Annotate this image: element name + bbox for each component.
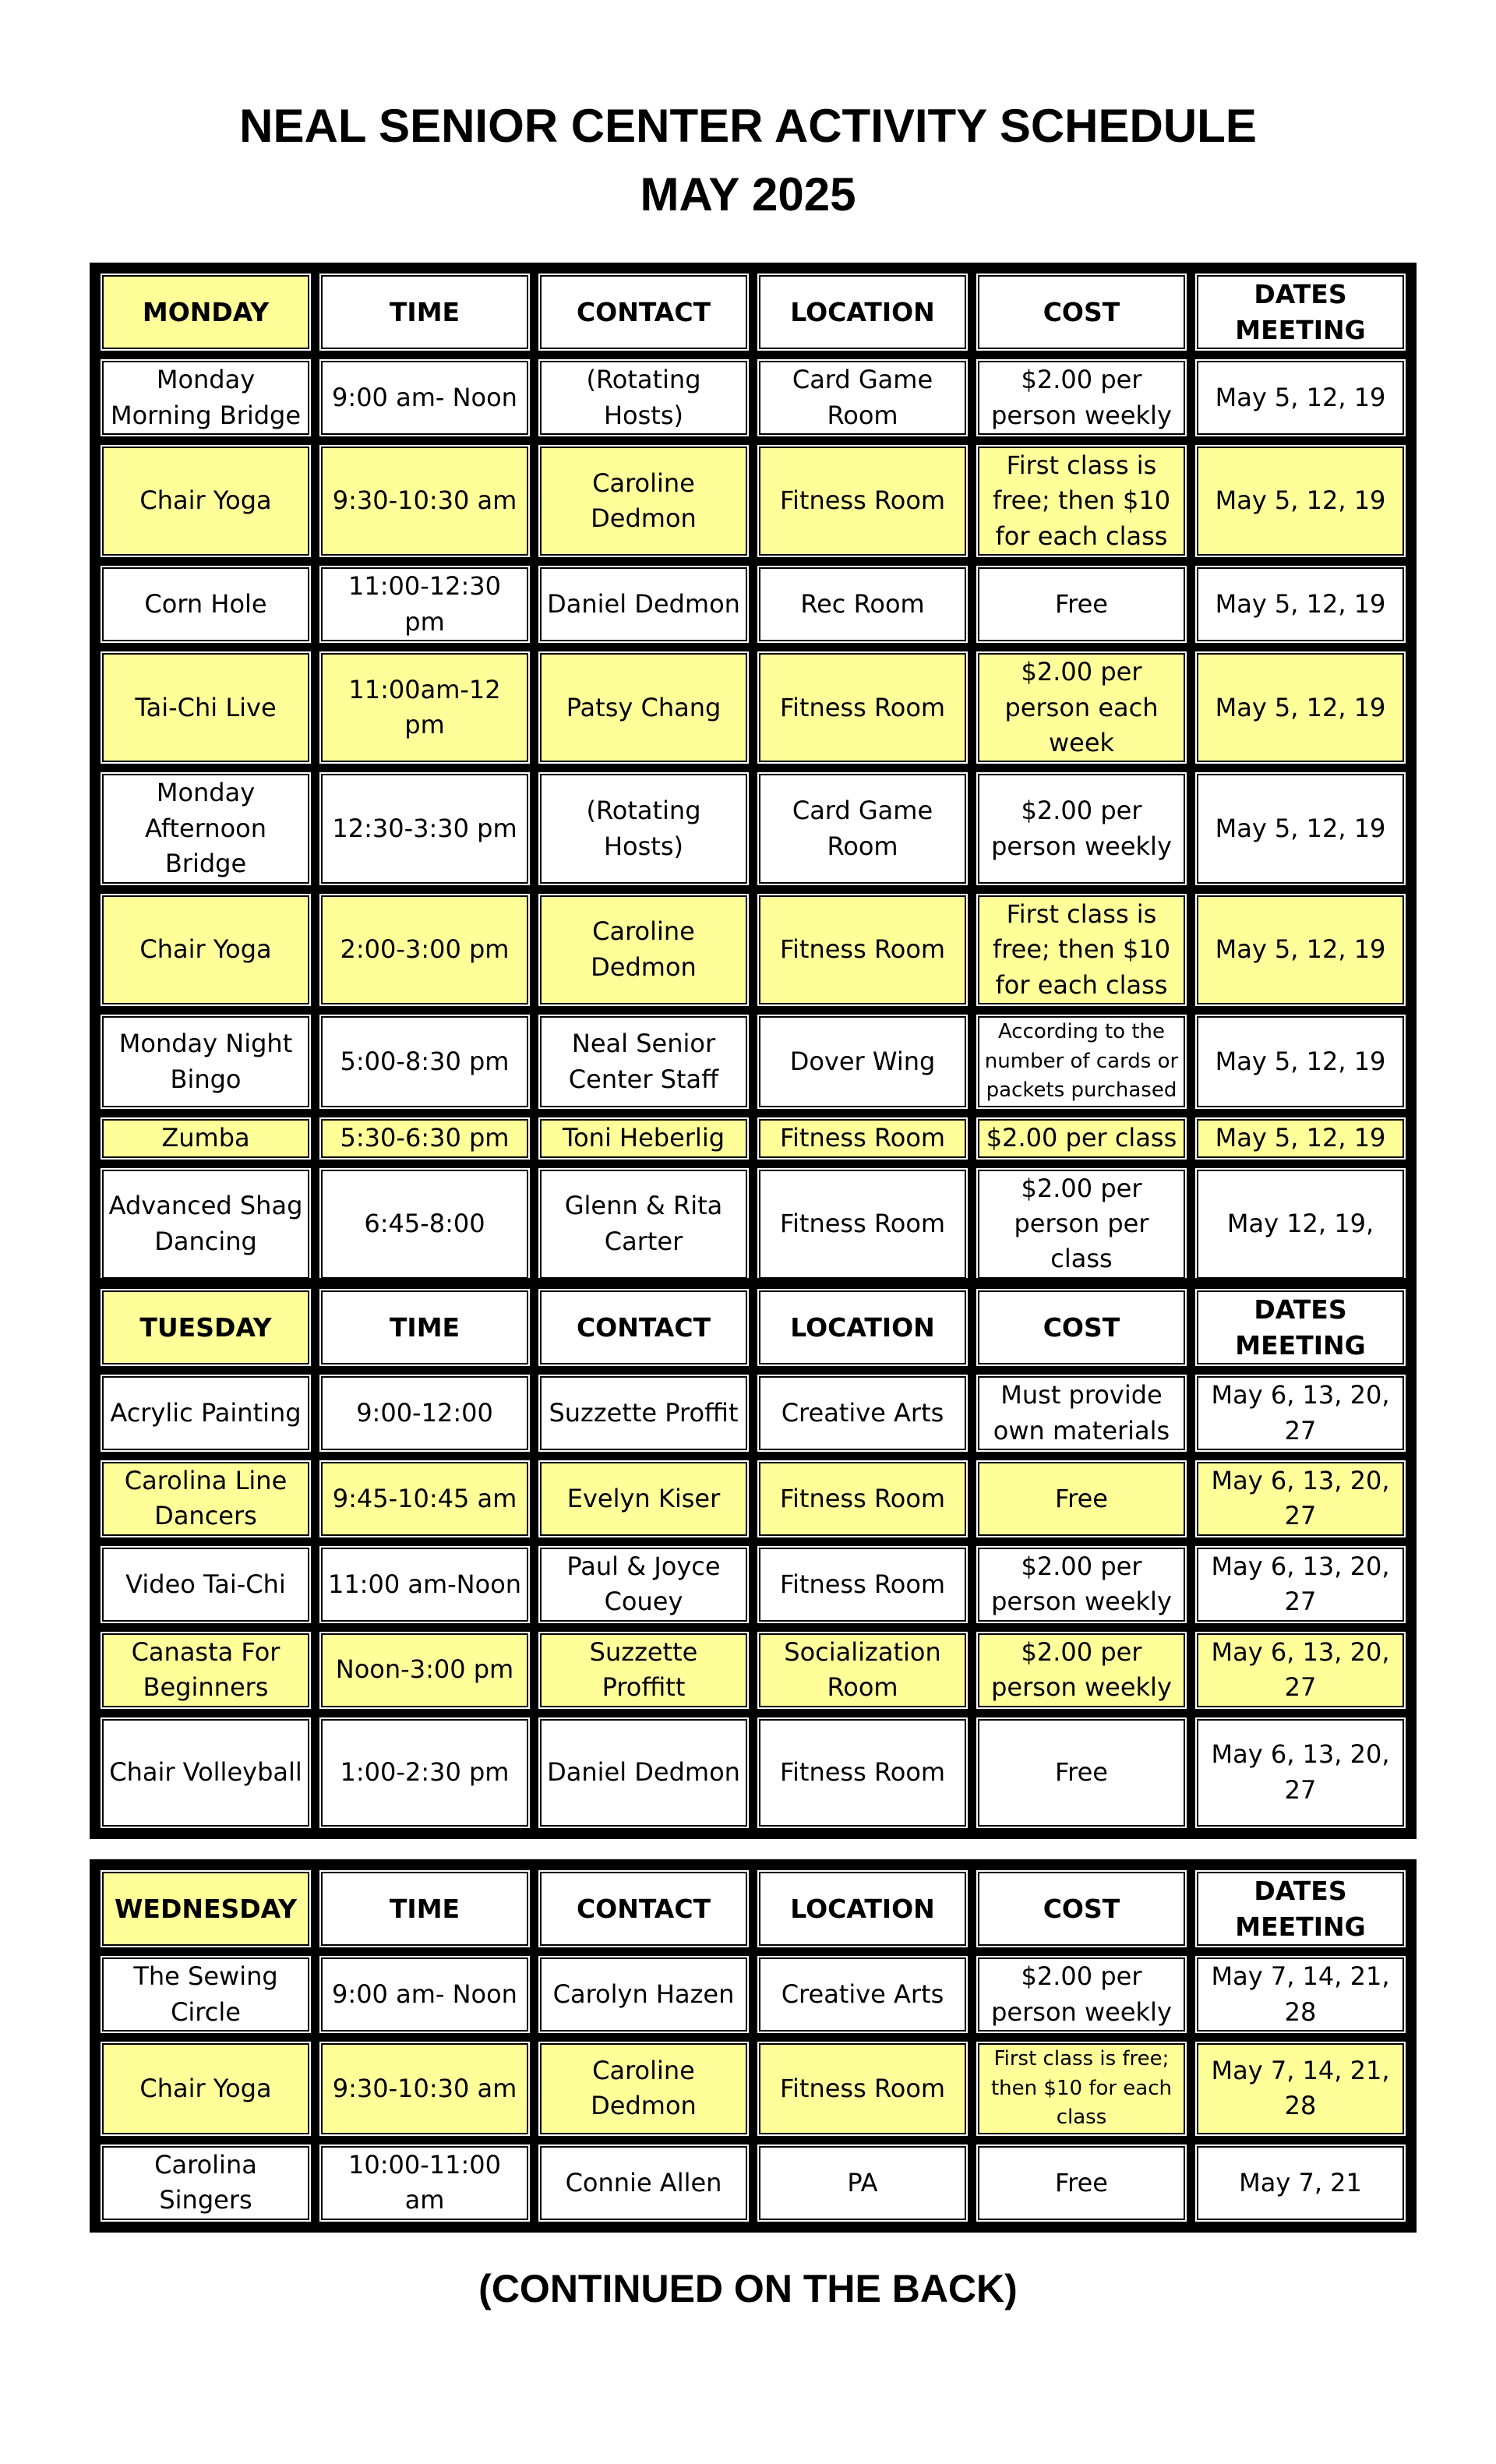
dates-cell: May 5, 12, 19	[1193, 563, 1408, 645]
location-cell: Fitness Room	[755, 1166, 970, 1283]
contact-cell: Daniel Dedmon	[536, 1715, 751, 1830]
location-cell: Fitness Room	[755, 1115, 970, 1161]
time-cell: 5:00-8:30 pm	[317, 1012, 532, 1111]
time-cell: 11:00am-12 pm	[317, 649, 532, 766]
activity-cell: Chair Yoga	[98, 891, 313, 1008]
activity-cell: Corn Hole	[98, 563, 313, 645]
activity-cell: Acrylic Painting	[98, 1372, 313, 1454]
cost-cell: Free	[974, 2142, 1189, 2224]
cost-cell: First class is free; then $10 for each class	[974, 2039, 1189, 2138]
dates-header: DATES MEETING	[1193, 1287, 1408, 1368]
location-header: LOCATION	[755, 1287, 970, 1368]
location-cell: Creative Arts	[755, 1372, 970, 1454]
tuesday-schedule-table	[90, 1278, 1417, 1839]
cost-cell: Must provide own materials	[974, 1372, 1189, 1454]
dates-cell: May 6, 13, 20, 27	[1193, 1715, 1408, 1830]
dates-cell: May 12, 19,	[1193, 1166, 1408, 1283]
table-row	[98, 2142, 1408, 2224]
dates-cell: May 5, 12, 19	[1193, 443, 1408, 560]
table-header-row	[98, 271, 1408, 353]
time-cell: 10:00-11:00 am	[317, 2142, 532, 2224]
location-cell: Fitness Room	[755, 443, 970, 560]
time-cell: 5:30-6:30 pm	[317, 1115, 532, 1161]
cost-cell: First class is free; then $10 for each class	[974, 443, 1189, 560]
contact-cell: Caroline Dedmon	[536, 891, 751, 1008]
dates-cell: May 6, 13, 20, 27	[1193, 1544, 1408, 1626]
contact-cell: Toni Heberlig	[536, 1115, 751, 1161]
cost-cell: $2.00 per person weekly	[974, 1629, 1189, 1711]
location-header: LOCATION	[755, 271, 970, 353]
table-row	[98, 1115, 1408, 1161]
continued-note: (CONTINUED ON THE BACK)	[478, 2267, 1018, 2310]
dates-cell: May 5, 12, 19	[1193, 1115, 1408, 1161]
table-row	[98, 649, 1408, 766]
page-title-line-1: NEAL SENIOR CENTER ACTIVITY SCHEDULE	[239, 100, 1257, 152]
table-row	[98, 1629, 1408, 1711]
contact-cell: Patsy Chang	[536, 649, 751, 766]
contact-cell: Carolyn Hazen	[536, 1954, 751, 2035]
dates-cell: May 5, 12, 19	[1193, 891, 1408, 1008]
time-cell: 11:00 am-Noon	[317, 1544, 532, 1626]
table-row	[98, 1372, 1408, 1454]
dates-cell: May 5, 12, 19	[1193, 357, 1408, 439]
time-cell: 9:00 am- Noon	[317, 357, 532, 439]
contact-header: CONTACT	[536, 1868, 751, 1950]
table-row	[98, 1012, 1408, 1111]
day-header: TUESDAY	[98, 1287, 313, 1368]
contact-cell: Caroline Dedmon	[536, 443, 751, 560]
dates-cell: May 7, 14, 21, 28	[1193, 1954, 1408, 2035]
location-cell: Fitness Room	[755, 1458, 970, 1540]
activity-cell: Chair Yoga	[98, 2039, 313, 2138]
cost-header: COST	[974, 1287, 1189, 1368]
location-cell: Fitness Room	[755, 2039, 970, 2138]
contact-cell: Caroline Dedmon	[536, 2039, 751, 2138]
contact-cell: Glenn & Rita Carter	[536, 1166, 751, 1283]
cost-cell: $2.00 per person per class	[974, 1166, 1189, 1283]
activity-cell: Carolina Line Dancers	[98, 1458, 313, 1540]
contact-cell: (Rotating Hosts)	[536, 357, 751, 439]
location-cell: Socialization Room	[755, 1629, 970, 1711]
dates-header: DATES MEETING	[1193, 1868, 1408, 1950]
cost-cell: $2.00 per person weekly	[974, 357, 1189, 439]
dates-cell: May 7, 14, 21, 28	[1193, 2039, 1408, 2138]
dates-cell: May 7, 21	[1193, 2142, 1408, 2224]
time-cell: 1:00-2:30 pm	[317, 1715, 532, 1830]
contact-cell: Evelyn Kiser	[536, 1458, 751, 1540]
page-title-line-2: MAY 2025	[640, 168, 856, 221]
cost-header: COST	[974, 271, 1189, 353]
activity-cell: The Sewing Circle	[98, 1954, 313, 2035]
contact-cell: Connie Allen	[536, 2142, 751, 2224]
time-cell: 11:00-12:30 pm	[317, 563, 532, 645]
dates-cell: May 5, 12, 19	[1193, 1012, 1408, 1111]
table-row	[98, 1544, 1408, 1626]
activity-cell: Chair Yoga	[98, 443, 313, 560]
time-header: TIME	[317, 1868, 532, 1950]
activity-cell: Canasta For Beginners	[98, 1629, 313, 1711]
location-header: LOCATION	[755, 1868, 970, 1950]
dates-cell: May 6, 13, 20, 27	[1193, 1629, 1408, 1711]
cost-cell: $2.00 per person each week	[974, 649, 1189, 766]
cost-cell: Free	[974, 1715, 1189, 1830]
activity-cell: Zumba	[98, 1115, 313, 1161]
cost-cell: $2.00 per person weekly	[974, 1954, 1189, 2035]
location-cell: Rec Room	[755, 563, 970, 645]
location-cell: Fitness Room	[755, 1715, 970, 1830]
time-cell: 9:00-12:00	[317, 1372, 532, 1454]
table-row	[98, 2039, 1408, 2138]
day-header: MONDAY	[98, 271, 313, 353]
activity-cell: Monday Night Bingo	[98, 1012, 313, 1111]
dates-header: DATES MEETING	[1193, 271, 1408, 353]
cost-cell: First class is free; then $10 for each class	[974, 891, 1189, 1008]
contact-cell: Paul & Joyce Couey	[536, 1544, 751, 1626]
monday-schedule-table	[90, 263, 1417, 1291]
day-header: WEDNESDAY	[98, 1868, 313, 1950]
location-cell: Creative Arts	[755, 1954, 970, 2035]
time-header: TIME	[317, 1287, 532, 1368]
cost-cell: According to the number of cards or packets purchased	[974, 1012, 1189, 1111]
table-header-row	[98, 1287, 1408, 1368]
time-cell: 9:30-10:30 am	[317, 2039, 532, 2138]
activity-cell: Chair Volleyball	[98, 1715, 313, 1830]
dates-cell: May 6, 13, 20, 27	[1193, 1372, 1408, 1454]
activity-cell: Carolina Singers	[98, 2142, 313, 2224]
cost-header: COST	[974, 1868, 1189, 1950]
dates-cell: May 5, 12, 19	[1193, 770, 1408, 887]
contact-cell: Neal Senior Center Staff	[536, 1012, 751, 1111]
cost-cell: $2.00 per person weekly	[974, 1544, 1189, 1626]
location-cell: PA	[755, 2142, 970, 2224]
cost-cell: $2.00 per class	[974, 1115, 1189, 1161]
contact-cell: Daniel Dedmon	[536, 563, 751, 645]
activity-cell: Video Tai-Chi	[98, 1544, 313, 1626]
activity-cell: Tai-Chi Live	[98, 649, 313, 766]
table-row	[98, 770, 1408, 887]
activity-cell: Advanced Shag Dancing	[98, 1166, 313, 1283]
location-cell: Fitness Room	[755, 891, 970, 1008]
cost-cell: $2.00 per person weekly	[974, 770, 1189, 887]
contact-cell: Suzzette Proffitt	[536, 1629, 751, 1711]
location-cell: Fitness Room	[755, 649, 970, 766]
location-cell: Dover Wing	[755, 1012, 970, 1111]
time-header: TIME	[317, 271, 532, 353]
table-row	[98, 891, 1408, 1008]
table-row	[98, 1166, 1408, 1283]
time-cell: 9:45-10:45 am	[317, 1458, 532, 1540]
cost-cell: Free	[974, 563, 1189, 645]
location-cell: Fitness Room	[755, 1544, 970, 1626]
contact-header: CONTACT	[536, 271, 751, 353]
time-cell: 2:00-3:00 pm	[317, 891, 532, 1008]
table-row	[98, 563, 1408, 645]
time-cell: Noon-3:00 pm	[317, 1629, 532, 1711]
table-row	[98, 357, 1408, 439]
activity-cell: Monday Morning Bridge	[98, 357, 313, 439]
location-cell: Card Game Room	[755, 357, 970, 439]
table-row	[98, 443, 1408, 560]
time-cell: 6:45-8:00	[317, 1166, 532, 1283]
table-header-row	[98, 1868, 1408, 1950]
contact-header: CONTACT	[536, 1287, 751, 1368]
contact-cell: (Rotating Hosts)	[536, 770, 751, 887]
table-row	[98, 1458, 1408, 1540]
dates-cell: May 5, 12, 19	[1193, 649, 1408, 766]
time-cell: 9:30-10:30 am	[317, 443, 532, 560]
dates-cell: May 6, 13, 20, 27	[1193, 1458, 1408, 1540]
time-cell: 12:30-3:30 pm	[317, 770, 532, 887]
location-cell: Card Game Room	[755, 770, 970, 887]
time-cell: 9:00 am- Noon	[317, 1954, 532, 2035]
activity-cell: Monday Afternoon Bridge	[98, 770, 313, 887]
contact-cell: Suzzette Proffit	[536, 1372, 751, 1454]
wednesday-schedule-table	[90, 1859, 1417, 2233]
table-row	[98, 1954, 1408, 2035]
cost-cell: Free	[974, 1458, 1189, 1540]
table-row	[98, 1715, 1408, 1830]
